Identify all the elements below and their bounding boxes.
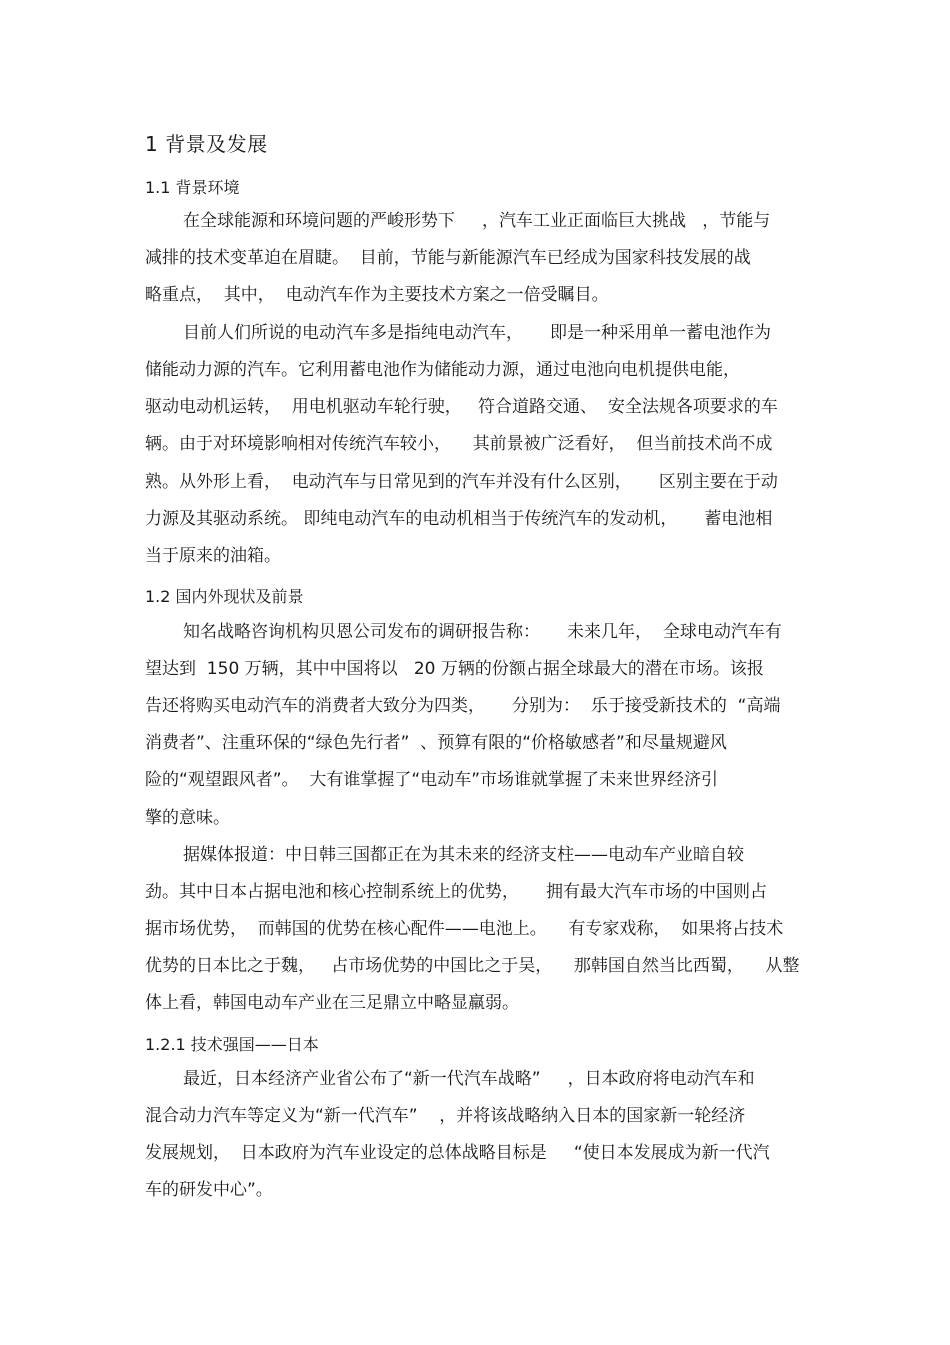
subsection-heading-1-2: 1.2 国内外现状及前景 bbox=[145, 587, 304, 606]
paragraph-line: 当于原来的油箱。 bbox=[145, 546, 281, 566]
section-heading-1: 1 背景及发展 bbox=[145, 132, 268, 156]
paragraph-line: 力源及其驱动系统。 即纯电动汽车的电动机相当于传统汽车的发动机， 蓄电池相 bbox=[145, 509, 773, 529]
paragraph-line: 减排的技术变革迫在眉睫。 目前，节能与新能源汽车已经成为国家科技发展的战 bbox=[145, 248, 751, 268]
paragraph-line: 辆。由于对环境影响相对传统汽车较小， 其前景被广泛看好， 但当前技术尚不成 bbox=[145, 434, 773, 454]
paragraph-line: 体上看，韩国电动车产业在三足鼎立中略显羸弱。 bbox=[145, 993, 519, 1013]
subsection-heading-1-2-1: 1.2.1 技术强国——日本 bbox=[145, 1035, 319, 1054]
paragraph-line: 混合动力汽车等定义为“新一代汽车” ，并将该战略纳入日本的国家新一轮经济 bbox=[145, 1106, 746, 1126]
paragraph-line: 驱动电动机运转， 用电机驱动车轮行驶， 符合道路交通、 安全法规各项要求的车 bbox=[145, 397, 778, 417]
paragraph-line: 险的“观望跟风者”。 大有谁掌握了“电动车”市场谁就掌握了未来世界经济引 bbox=[145, 770, 719, 790]
paragraph-line: 略重点， 其中， 电动汽车作为主要技术方案之一倍受瞩目。 bbox=[145, 285, 609, 305]
subsection-heading-1-1: 1.1 背景环境 bbox=[145, 178, 240, 197]
paragraph-line: 劲。其中日本占据电池和核心控制系统上的优势， 拥有最大汽车市场的中国则占 bbox=[145, 882, 768, 902]
paragraph-line: 目前人们所说的电动汽车多是指纯电动汽车， 即是一种采用单一蓄电池作为 bbox=[183, 323, 772, 343]
paragraph-line: 优势的日本比之于魏， 占市场优势的中国比之于吴， 那韩国自然当比西蜀， 从整 bbox=[145, 956, 800, 976]
paragraph-line: 车的研发中心”。 bbox=[145, 1180, 273, 1200]
paragraph-line: 据媒体报道：中日韩三国都正在为其未来的经济支柱——电动车产业暗自较 bbox=[183, 845, 744, 865]
paragraph-line: 消费者”、注重环保的“绿色先行者” 、预算有限的“价格敏感者”和尽量规避风 bbox=[145, 733, 727, 753]
paragraph-line: 擎的意味。 bbox=[145, 808, 230, 828]
paragraph-line: 知名战略咨询机构贝恩公司发布的调研报告称： 未来几年， 全球电动汽车有 bbox=[183, 622, 782, 642]
paragraph-line: 在全球能源和环境问题的严峻形势下 ，汽车工业正面临巨大挑战 ，节能与 bbox=[183, 211, 771, 231]
paragraph-line: 熟。从外形上看， 电动汽车与日常见到的汽车并没有什么区别， 区别主要在于动 bbox=[145, 472, 778, 492]
paragraph-line: 告还将购买电动汽车的消费者大致分为四类， 分别为： 乐于接受新技术的 “高端 bbox=[145, 696, 781, 716]
paragraph-line: 储能动力源的汽车。它利用蓄电池作为储能动力源，通过电池向电机提供电能， bbox=[145, 360, 740, 380]
paragraph-line: 最近，日本经济产业省公布了“新一代汽车战略” ，日本政府将电动汽车和 bbox=[183, 1069, 755, 1089]
paragraph-line: 望达到 150 万辆，其中中国将以 20 万辆的份额占据全球最大的潜在市场。该报 bbox=[145, 659, 764, 679]
paragraph-line: 发展规划， 日本政府为汽车业设定的总体战略目标是 “使日本发展成为新一代汽 bbox=[145, 1143, 770, 1163]
paragraph-line: 据市场优势， 而韩国的优势在核心配件——电池上。 有专家戏称， 如果将占技术 bbox=[145, 919, 784, 939]
